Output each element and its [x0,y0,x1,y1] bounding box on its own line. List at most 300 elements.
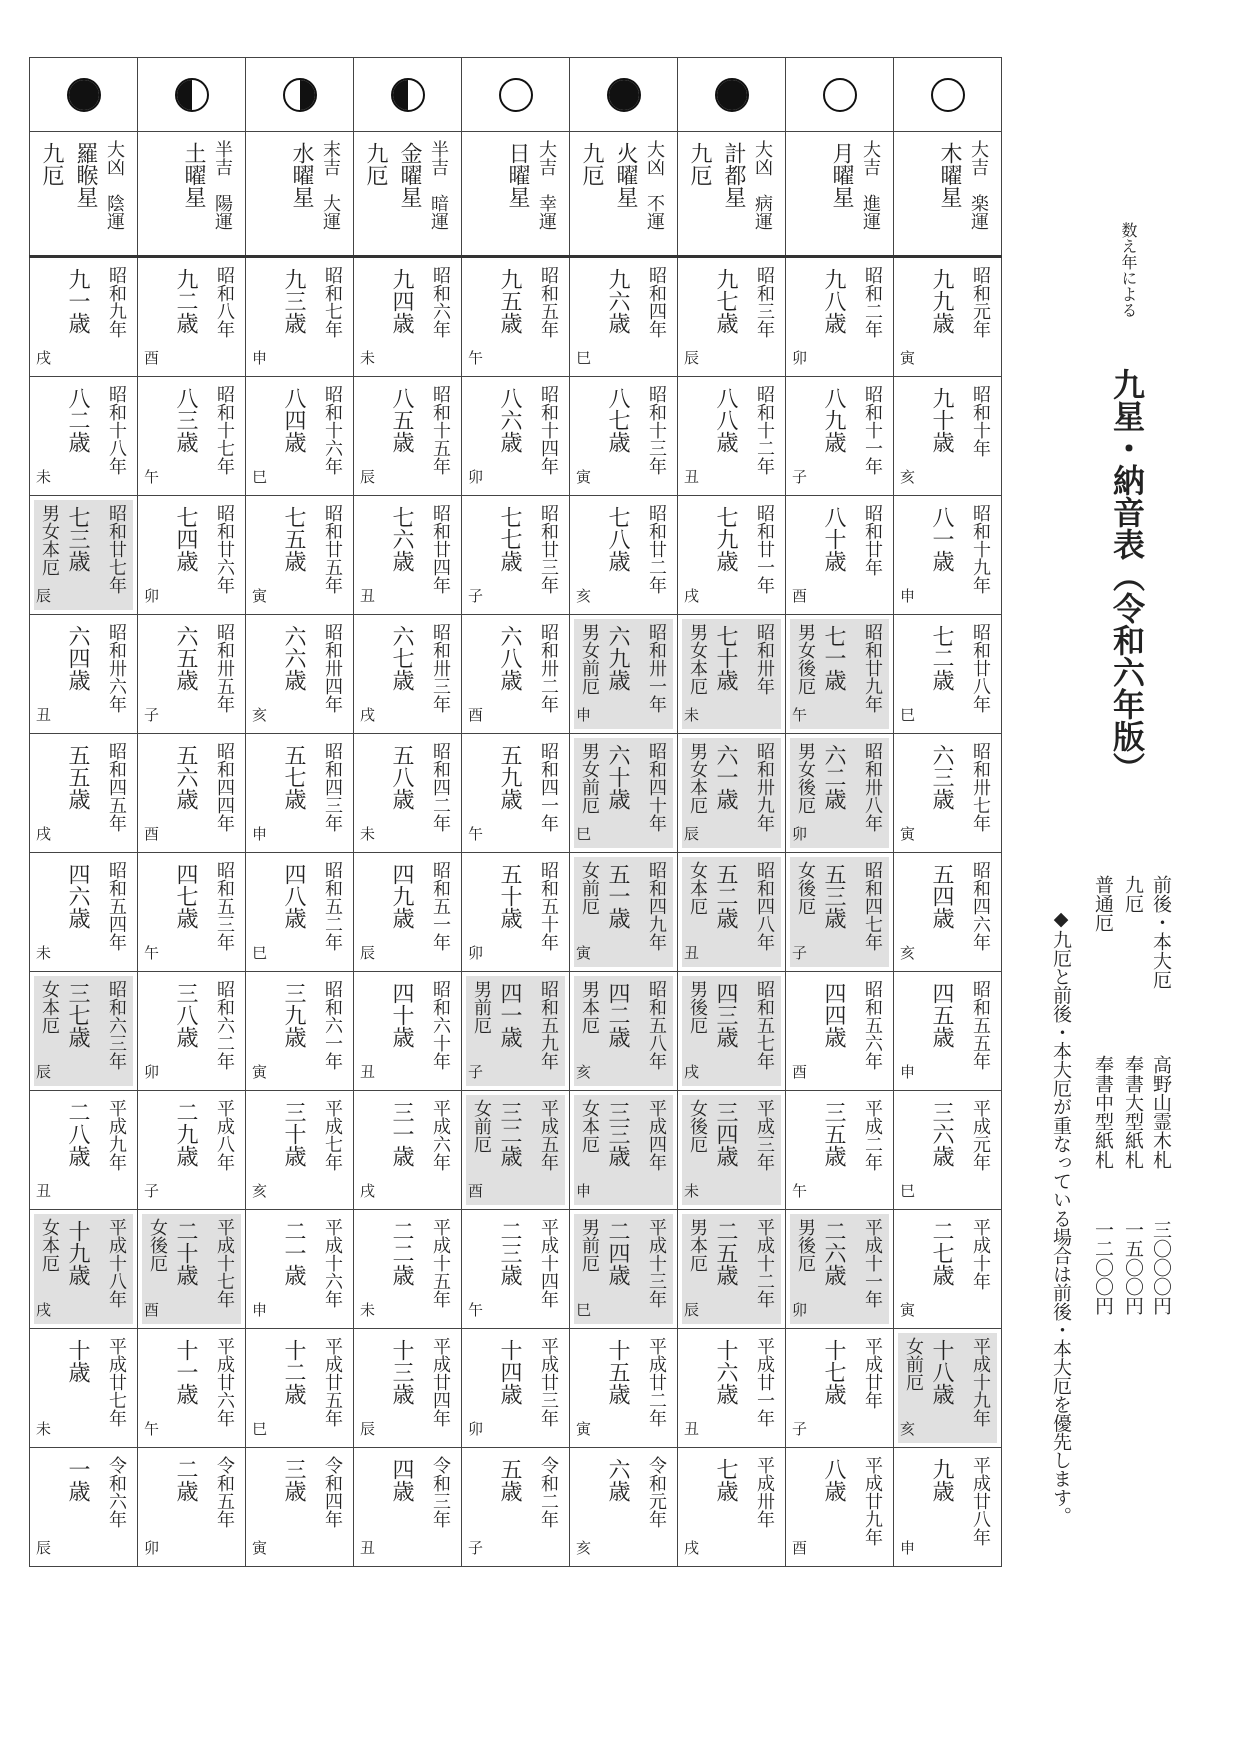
fuda-reiboku: 高野山霊木札 [1150,1055,1172,1169]
age-cell [354,972,462,1091]
age: 十歳 [65,1339,90,1383]
eto: 寅 [576,468,592,486]
fuda-ogata: 奉書大型紙札 [1122,1055,1144,1169]
age: 三六歳 [929,1101,954,1167]
age-cell [894,615,1002,734]
birth-year: 平成五年 [538,1099,559,1171]
eto: 戌 [36,825,52,843]
star-fortune: 半吉 [428,140,449,176]
eto: 卯 [792,349,808,367]
age: 十五歳 [605,1339,630,1405]
age-cell [30,1091,138,1210]
yaku-label: 女前厄 [579,861,600,915]
age: 九三歳 [281,268,306,334]
age-cell [246,257,354,377]
age-cell [462,1448,570,1567]
age: 七歳 [713,1458,738,1502]
title-prefix: 数え年による [1119,222,1138,318]
age-cell [462,377,570,496]
age: 九四歳 [389,268,414,334]
age: 六歳 [605,1458,630,1502]
star-luck: 大運 [320,194,341,230]
star-luck: 陰運 [104,194,125,230]
age: 四五歳 [929,982,954,1048]
eto: 酉 [144,349,160,367]
age-cell [786,853,894,972]
star-luck: 不運 [644,194,665,230]
age: 三七歳 [65,982,90,1048]
age: 九一歳 [65,268,90,334]
age: 二五歳 [713,1220,738,1286]
birth-year: 昭和五二年 [322,861,343,951]
star-fortune: 大吉 [968,140,989,176]
birth-year: 平成廿三年 [538,1337,559,1427]
eto: 未 [684,1182,700,1200]
birth-year: 平成元年 [970,1099,991,1171]
age: 六六歳 [281,625,306,691]
age: 四八歳 [281,863,306,929]
age-cell [786,734,894,853]
age-cell [894,1091,1002,1210]
birth-year: 平成廿六年 [214,1337,235,1427]
age: 六四歳 [65,625,90,691]
eto: 巳 [900,706,916,724]
yaku-label: 男本厄 [687,1218,708,1272]
birth-year: 昭和卅一年 [646,623,667,713]
age-cell [678,853,786,972]
age-cell [678,615,786,734]
star-luck: 暗運 [428,194,449,230]
birth-year: 昭和十三年 [646,385,667,475]
age: 五五歳 [65,744,90,810]
yaku-label: 女本厄 [579,1099,600,1153]
eto: 酉 [792,1063,808,1081]
eto: 申 [252,825,268,843]
eto: 未 [36,944,52,962]
birth-year: 平成廿二年 [646,1337,667,1427]
age-cell [354,257,462,377]
age: 五九歳 [497,744,522,810]
eto: 申 [900,587,916,605]
age: 四二歳 [605,982,630,1048]
birth-year: 昭和四五年 [106,742,127,832]
age-cell [246,1210,354,1329]
kyuyaku-label: 九厄 [363,142,388,186]
age-cell [570,1210,678,1329]
age-cell [30,1329,138,1448]
age-cell [894,1448,1002,1567]
eto: 未 [36,468,52,486]
age: 九六歳 [605,268,630,334]
age-cell [570,377,678,496]
eto: 辰 [360,1420,376,1438]
eto: 子 [792,944,808,962]
eto: 辰 [36,1063,52,1081]
age-cell [138,257,246,377]
eto: 丑 [36,1182,52,1200]
yaku-label: 男本厄 [579,980,600,1034]
star-cell [894,132,1002,257]
star-luck: 進運 [860,194,881,230]
kyuyaku-label: 九厄 [687,142,712,186]
birth-year: 昭和廿七年 [106,504,127,594]
star-fortune: 大吉 [860,140,881,176]
age-cell [138,1091,246,1210]
age: 八歳 [821,1458,846,1502]
birth-year: 昭和卅七年 [970,742,991,832]
age-cell [678,257,786,377]
eto: 戌 [684,1063,700,1081]
age-cell [354,734,462,853]
yaku-label: 男女本厄 [687,623,708,695]
eto: 午 [144,944,160,962]
age: 十三歳 [389,1339,414,1405]
birth-year: 昭和四二年 [430,742,451,832]
eto: 酉 [792,1539,808,1557]
birth-year: 昭和十年 [970,385,991,457]
eto: 戌 [36,349,52,367]
age: 八六歳 [497,387,522,453]
age-cell [138,853,246,972]
eto: 亥 [252,706,268,724]
birth-year: 昭和五七年 [754,980,775,1070]
age: 八五歳 [389,387,414,453]
phase-cell [138,58,246,132]
age-cell [894,853,1002,972]
age-cell [894,377,1002,496]
age-cell [354,1329,462,1448]
birth-year: 平成九年 [106,1099,127,1171]
star-luck: 病運 [752,194,773,230]
birth-year: 昭和廿五年 [322,504,343,594]
eto: 辰 [684,1301,700,1319]
eto: 辰 [684,825,700,843]
age: 九九歳 [929,268,954,334]
eto: 丑 [684,944,700,962]
age: 五歳 [497,1458,522,1502]
eto: 寅 [252,1539,268,1557]
age: 十八歳 [929,1339,954,1405]
age: 八八歳 [713,387,738,453]
age: 八一歳 [929,506,954,572]
age-cell [246,1091,354,1210]
eto: 卯 [468,944,484,962]
phase-cell [246,58,354,132]
star-name: 金曜星 [397,142,422,208]
eto: 亥 [576,587,592,605]
eto: 午 [144,468,160,486]
star-luck: 幸運 [536,194,557,230]
birth-year: 平成十一年 [862,1218,883,1308]
birth-year: 平成十二年 [754,1218,775,1308]
star-fortune: 半吉 [212,140,233,176]
birth-year: 昭和廿四年 [430,504,451,594]
age: 三五歳 [821,1101,846,1167]
birth-year: 昭和卅六年 [106,623,127,713]
birth-year: 昭和二年 [862,266,883,338]
star-cell [246,132,354,257]
age: 三二歳 [497,1101,522,1167]
star-name: 木曜星 [937,142,962,208]
phase-cell [354,58,462,132]
age-cell [30,377,138,496]
star-name: 羅睺星 [73,142,98,208]
age-cell [678,1091,786,1210]
moon-phase-icon [283,78,317,112]
star-name: 月曜星 [829,142,854,208]
age: 二歳 [173,1458,198,1502]
age: 六十歳 [605,744,630,810]
eto: 巳 [576,1301,592,1319]
birth-year: 昭和元年 [970,266,991,338]
eto: 巳 [252,1420,268,1438]
age: 十六歳 [713,1339,738,1405]
age-cell [30,853,138,972]
age-cell [138,496,246,615]
age-cell [462,734,570,853]
birth-year: 平成廿一年 [754,1337,775,1427]
moon-phase-icon [715,78,749,112]
priority-note: ◆九厄と前後・本大厄が重なっている場合は前後・本大厄を優先します。 [1050,908,1072,1525]
age: 五六歳 [173,744,198,810]
birth-year: 平成廿九年 [862,1456,883,1546]
kyuyaku-label: 九厄 [579,142,604,186]
age-cell [570,1091,678,1210]
age: 二六歳 [821,1220,846,1286]
age-cell [462,615,570,734]
birth-year: 昭和六十年 [430,980,451,1070]
age: 七七歳 [497,506,522,572]
age: 二八歳 [65,1101,90,1167]
eto: 酉 [144,825,160,843]
age: 九歳 [929,1458,954,1502]
eto: 午 [144,1420,160,1438]
age-cell [30,972,138,1091]
age-cell [570,496,678,615]
age-cell [678,1210,786,1329]
birth-year: 昭和四三年 [322,742,343,832]
age-cell [894,1210,1002,1329]
kyusei-table [29,57,1002,1567]
age: 六七歳 [389,625,414,691]
birth-year: 昭和十六年 [322,385,343,475]
age: 三三歳 [605,1101,630,1167]
age: 五八歳 [389,744,414,810]
birth-year: 昭和卅年 [754,623,775,695]
age: 九五歳 [497,268,522,334]
birth-year: 平成四年 [646,1099,667,1171]
eto: 辰 [36,1539,52,1557]
age: 十九歳 [65,1220,90,1286]
birth-year: 昭和廿九年 [862,623,883,713]
eto: 午 [468,1301,484,1319]
age-cell [462,1091,570,1210]
age: 七四歳 [173,506,198,572]
birth-year: 平成六年 [430,1099,451,1171]
star-luck: 楽運 [968,194,989,230]
age: 六二歳 [821,744,846,810]
age: 五二歳 [713,863,738,929]
age: 六八歳 [497,625,522,691]
eto: 寅 [900,349,916,367]
age-cell [246,496,354,615]
birth-year: 令和三年 [430,1456,451,1528]
star-name: 日曜星 [505,142,530,208]
star-fortune: 大吉 [536,140,557,176]
birth-year: 昭和廿二年 [646,504,667,594]
age-cell [570,615,678,734]
age-cell [138,734,246,853]
age-cell [30,257,138,377]
age-cell [354,496,462,615]
age: 五四歳 [929,863,954,929]
birth-year: 昭和三年 [754,266,775,338]
eto: 戌 [360,706,376,724]
eto: 辰 [36,587,52,605]
age: 八四歳 [281,387,306,453]
birth-year: 昭和卅九年 [754,742,775,832]
birth-year: 昭和六三年 [106,980,127,1070]
eto: 申 [252,1301,268,1319]
age-cell [786,496,894,615]
age-cell [570,734,678,853]
phase-cell [30,58,138,132]
eto: 未 [684,706,700,724]
age: 三歳 [281,1458,306,1502]
age-cell [462,496,570,615]
age-cell [246,1329,354,1448]
eto: 卯 [144,587,160,605]
age: 二二歳 [389,1220,414,1286]
age: 十一歳 [173,1339,198,1405]
age: 七五歳 [281,506,306,572]
star-cell [786,132,894,257]
eto: 酉 [468,1182,484,1200]
birth-year: 平成廿年 [862,1337,883,1409]
age-cell [30,615,138,734]
birth-year: 平成廿四年 [430,1337,451,1427]
eto: 寅 [252,1063,268,1081]
eto: 卯 [144,1063,160,1081]
eto: 申 [576,706,592,724]
age-cell [246,615,354,734]
age-cell [354,1091,462,1210]
yaku-label: 男女後厄 [795,623,816,695]
yaku-label: 男女後厄 [795,742,816,814]
fuda-chugata: 奉書中型紙札 [1092,1055,1114,1169]
age: 七十歳 [713,625,738,691]
birth-year: 昭和廿一年 [754,504,775,594]
age-cell [894,972,1002,1091]
age: 四十歳 [389,982,414,1048]
birth-year: 昭和五三年 [214,861,235,951]
age-cell [138,615,246,734]
moon-phase-icon [931,78,965,112]
age: 四四歳 [821,982,846,1048]
age: 二十歳 [173,1220,198,1286]
birth-year: 昭和十四年 [538,385,559,475]
eto: 午 [792,706,808,724]
birth-year: 昭和五四年 [106,861,127,951]
eto: 丑 [360,1063,376,1081]
phase-cell [570,58,678,132]
star-cell [570,132,678,257]
birth-year: 平成十三年 [646,1218,667,1308]
birth-year: 令和六年 [106,1456,127,1528]
birth-year: 昭和八年 [214,266,235,338]
age-cell [786,257,894,377]
birth-year: 昭和四六年 [970,861,991,951]
eto: 戌 [36,1301,52,1319]
star-fortune: 末吉 [320,140,341,176]
age-cell [894,1329,1002,1448]
age-cell [678,1329,786,1448]
age-cell [678,972,786,1091]
eto: 戌 [684,587,700,605]
birth-year: 昭和十五年 [430,385,451,475]
star-fortune: 大凶 [644,140,665,176]
age-cell [570,1448,678,1567]
age: 四七歳 [173,863,198,929]
yaku-label: 女本厄 [687,861,708,915]
age-cell [138,1329,246,1448]
eto: 寅 [576,1420,592,1438]
yaku-label: 女後厄 [147,1218,168,1272]
age: 二三歳 [497,1220,522,1286]
yaku-label: 男女本厄 [687,742,708,814]
eto: 丑 [36,706,52,724]
phase-cell [678,58,786,132]
birth-year: 昭和十一年 [862,385,883,475]
birth-year: 昭和五一年 [430,861,451,951]
birth-year: 昭和廿年 [862,504,883,576]
eto: 子 [468,1539,484,1557]
phase-cell [462,58,570,132]
eto: 戌 [684,1539,700,1557]
yaku-label: 男後厄 [687,980,708,1034]
age: 二四歳 [605,1220,630,1286]
eto: 未 [360,825,376,843]
age-cell [678,734,786,853]
eto: 申 [576,1182,592,1200]
fuda-ogata-price: 一五〇〇円 [1122,1220,1144,1315]
eto: 寅 [252,587,268,605]
eto: 寅 [900,1301,916,1319]
eto: 子 [468,587,484,605]
eto: 巳 [252,468,268,486]
age: 十七歳 [821,1339,846,1405]
age: 九七歳 [713,268,738,334]
age: 七一歳 [821,625,846,691]
eto: 辰 [360,468,376,486]
eto: 子 [144,706,160,724]
birth-year: 昭和十九年 [970,504,991,594]
birth-year: 昭和九年 [106,266,127,338]
age-cell [246,377,354,496]
age-cell [30,1210,138,1329]
star-fortune: 大凶 [752,140,773,176]
age: 六五歳 [173,625,198,691]
eto: 酉 [792,587,808,605]
eto: 巳 [252,944,268,962]
birth-year: 平成廿五年 [322,1337,343,1427]
age-cell [30,1448,138,1567]
age: 九二歳 [173,268,198,334]
page-title: 九星・納音表（令和六年版） [1108,368,1146,784]
birth-year: 平成十八年 [106,1218,127,1308]
birth-year: 令和四年 [322,1456,343,1528]
age-cell [138,1210,246,1329]
